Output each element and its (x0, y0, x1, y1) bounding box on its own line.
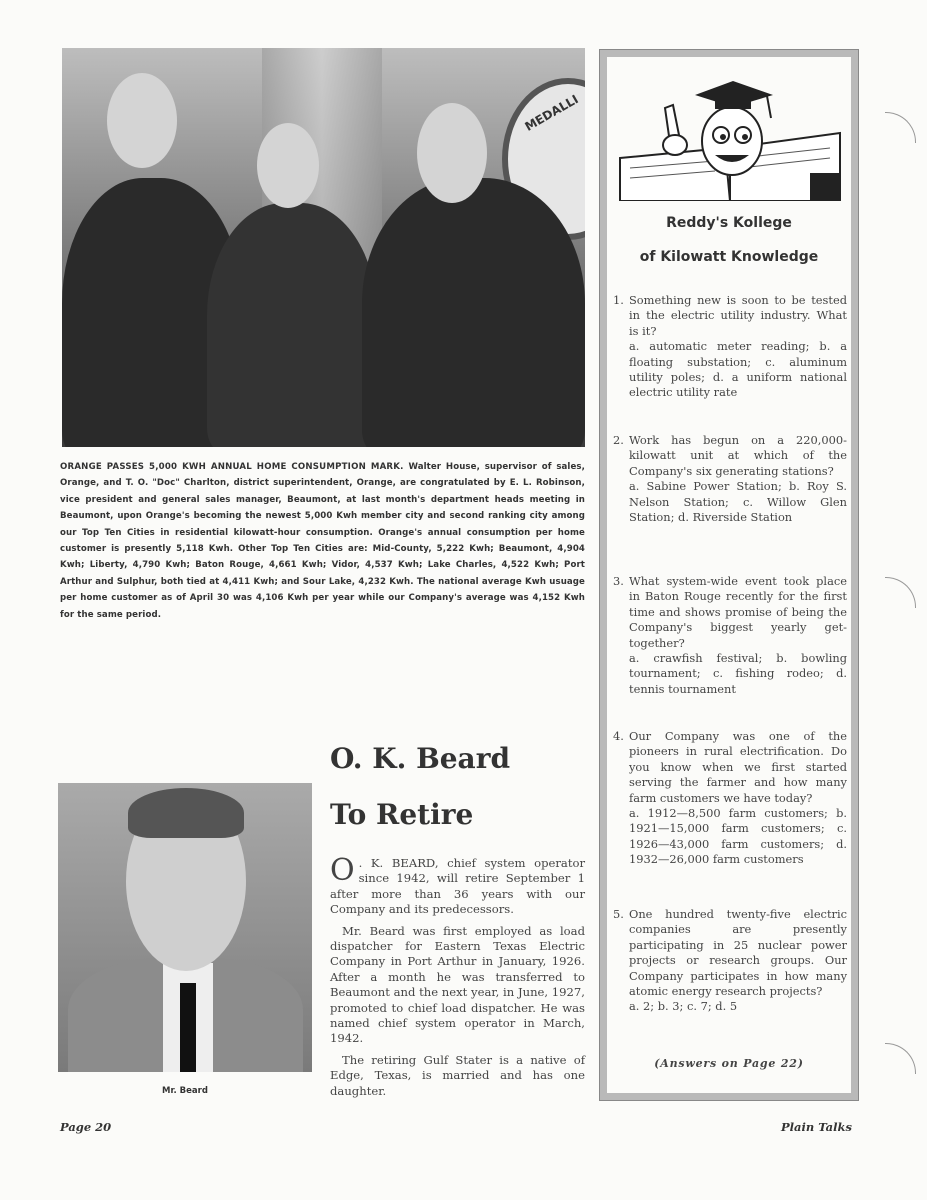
question-answers: a. Sabine Power Station; b. Roy S. Nelson Station; c. Willow Glen Station; d. Riverside Station (629, 479, 847, 525)
article-paragraph-3: The retiring Gulf Stater is a native of Edge, Texas, is married and has one daughter. (330, 1052, 585, 1098)
question-answers: a. 2; b. 3; c. 7; d. 5 (629, 999, 738, 1014)
binder-hole-mark (885, 112, 916, 143)
quiz-question-1 (613, 293, 847, 401)
paragraph-text: . K. BEARD, chief system operator since 1942, will retire September 1 after more than 36 years with our Company and its predecessors. (330, 856, 585, 917)
question-text: Something new is soon to be tested in the electric utility industry. What is it? (629, 293, 847, 338)
page-number: Page 20 (60, 1120, 112, 1134)
quiz-sidebar (600, 50, 858, 1100)
question-answers: a. automatic meter reading; b. a floating substation; c. aluminum utility poles; d. a uniform national electric utility rate (629, 339, 847, 400)
question-number: 2. (613, 433, 624, 447)
binder-hole-mark (885, 1043, 916, 1074)
question-text: What system-wide event took place in Baton Rouge recently for the first time and shows promise of being the Company's biggest yearly get-together? (629, 574, 847, 650)
binder-hole-mark (885, 577, 916, 608)
answers-note: (Answers on Page 22) (654, 1057, 804, 1070)
quiz-title-line1: Reddy's Kollege (666, 215, 792, 231)
caption-body: Walter House, supervisor of sales, Orange, and T. O. "Doc" Charlton, district superintendent, Orange, are congratulated by E. L. Robinson, vice president and general sales manager, Beaumont, at last month's department heads meeting in Beaumont, upon Orange's becoming the newest 5,000 Kwh member city and second ranking city among our Top Ten Cities in residential kilowatt-hour consumption. Orange's annual consumption per home customer is presently 5,118 Kwh. Other Top Ten Cities are: Mid-County, 5,222 Kwh; Beaumont, 4,904 Kwh; Liberty, 4,790 Kwh; Baton Rouge, 4,661 Kwh; Vidor, 4,537 Kwh; Lake Charles, 4,522 Kwh; Port Arthur and Sulphur, both tied at 4,411 Kwh; and Sour Lake, 4,232 Kwh. The national average Kwh usuage per home customer as of April 30 was 4,106 Kwh per year while our Company's average was 4,152 Kwh for the same period. (60, 462, 585, 620)
question-text: Work has begun on a 220,000-kilowatt unit at which of the Company's six generating stations? (629, 433, 847, 478)
beard-portrait-photo (58, 783, 312, 1072)
reddy-kilowatt-cartoon (615, 63, 845, 201)
publication-name: Plain Talks (781, 1120, 852, 1134)
caption-headline: ORANGE PASSES 5,000 KWH ANNUAL HOME CONSUMPTION MARK. (60, 462, 404, 472)
question-answers: a. crawfish festival; b. bowling tournament; c. fishing rodeo; d. tennis tournament (629, 651, 847, 696)
quiz-question-3 (613, 574, 847, 697)
question-text: Our Company was one of the pioneers in rural electrification. Do you know when we first started serving the farmer and how many farm customers we have today? (629, 729, 847, 805)
article-paragraph-1 (330, 853, 585, 918)
article-headline-line1: O. K. Beard (330, 742, 511, 775)
quiz-question-2 (613, 433, 847, 525)
drop-cap: O (330, 853, 355, 888)
top-photo-caption (60, 459, 585, 623)
quiz-question-5 (613, 907, 847, 1015)
article-headline-line2: To Retire (330, 798, 474, 831)
question-answers: a. 1912—8,500 farm customers; b. 1921—15,000 farm customers; c. 1926—43,000 farm customers; d. 1932—26,000 farm customers (629, 806, 847, 867)
question-number: 1. (613, 293, 624, 307)
quiz-question-4 (613, 729, 847, 868)
question-number: 5. (613, 907, 624, 921)
portrait-caption: Mr. Beard (162, 1086, 208, 1096)
article-body (330, 853, 585, 1105)
article-paragraph-2: Mr. Beard was first employed as load dispatcher for Eastern Texas Electric Company in Port Arthur in January, 1926. After a month he was transferred to Beaumont and the next year, in June, 1927, promoted to chief load dispatcher. He was named chief system operator in March, 1942. (330, 923, 585, 1046)
top-photo-handshake (62, 48, 585, 447)
question-number: 4. (613, 729, 624, 743)
medallion-sign-text: MEDALLI (522, 92, 581, 134)
question-text: One hundred twenty-five electric companies are presently participating in 25 nuclear power projects or research groups. Our Company participates in how many atomic energy research projects? (629, 907, 847, 999)
quiz-title-line2: of Kilowatt Knowledge (639, 249, 819, 265)
question-number: 3. (613, 574, 624, 588)
